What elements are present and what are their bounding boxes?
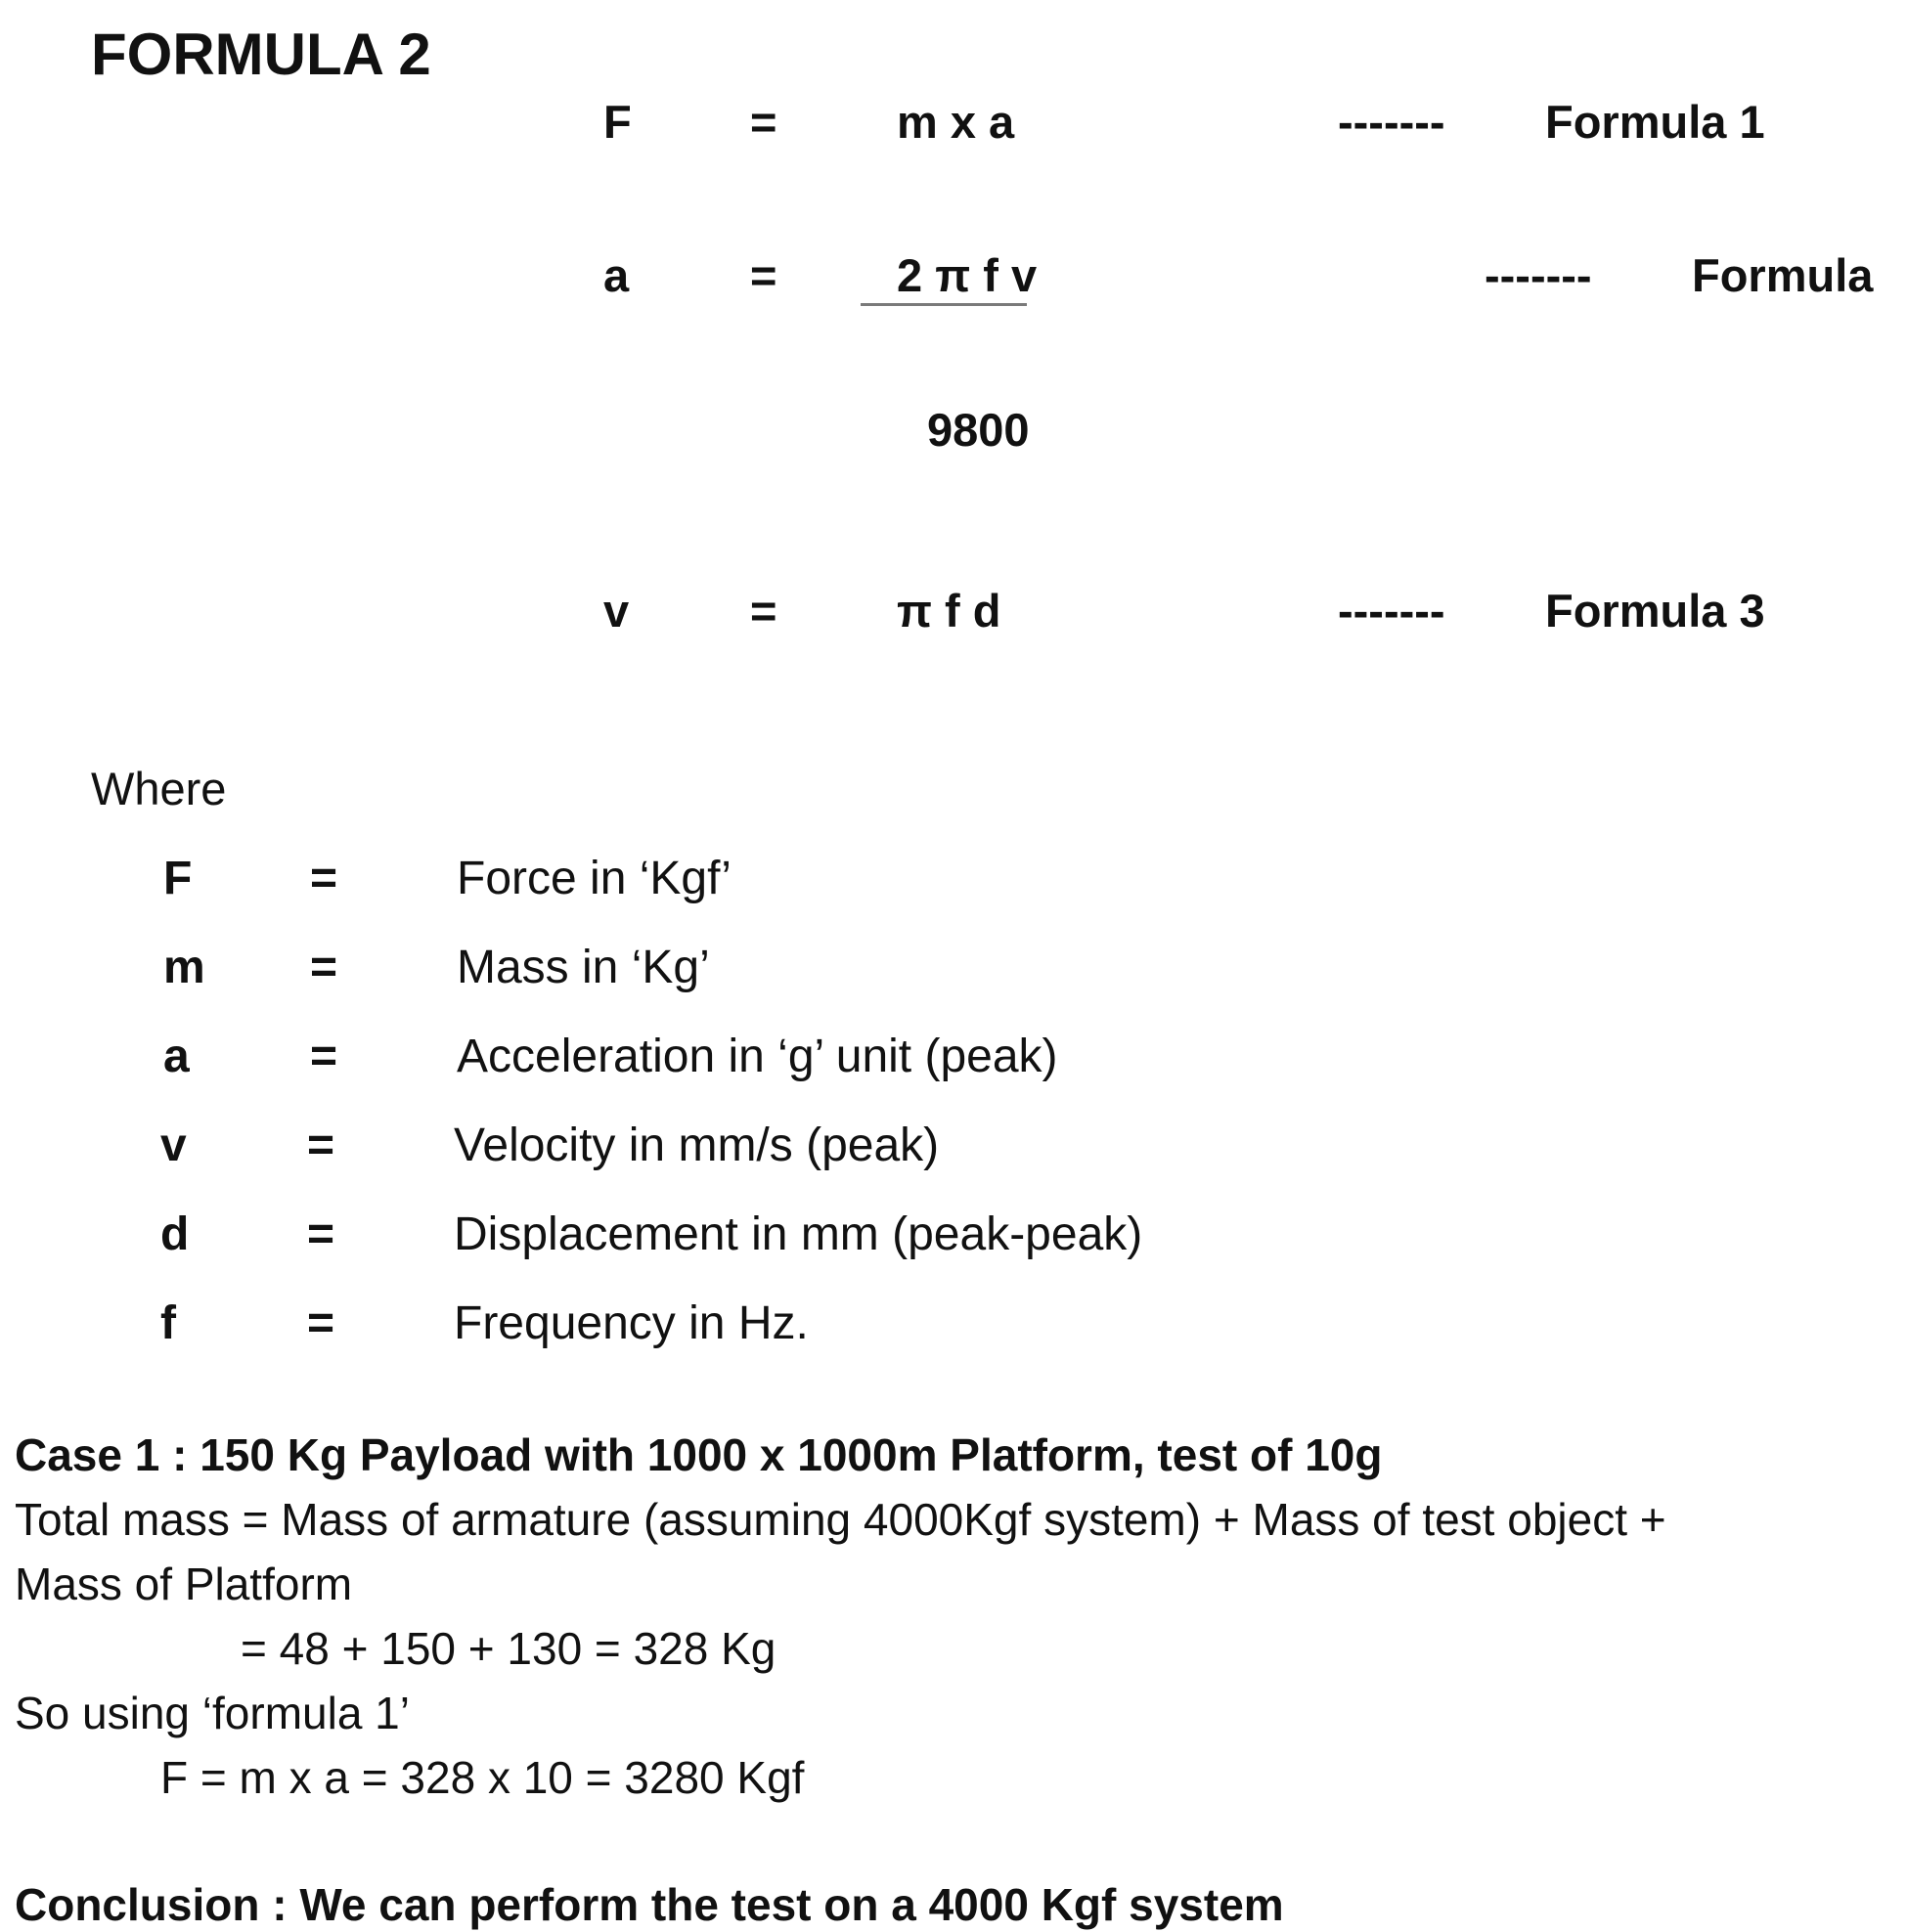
def-equals: = [307, 1208, 335, 1260]
def-description: Mass in ‘Kg’ [457, 942, 710, 993]
formula-2-dashes: ------- [1485, 249, 1592, 301]
where-label: Where [91, 763, 227, 814]
formula-2-label: Formula [1692, 249, 1874, 301]
case-force-calculation: F = m x a = 328 x 10 = 3280 Kgf [160, 1752, 805, 1803]
def-symbol: v [160, 1120, 187, 1171]
def-equals: = [310, 853, 338, 904]
def-symbol: f [160, 1297, 176, 1349]
case-heading: Case 1 : 150 Kg Payload with 1000 x 1000m Platform, test of 10g [15, 1429, 1383, 1480]
formula-3-rhs: π f d [897, 585, 1001, 637]
def-description: Acceleration in ‘g’ unit (peak) [457, 1031, 1058, 1082]
def-equals: = [307, 1120, 335, 1171]
def-symbol: d [160, 1208, 190, 1260]
formula-1-dashes: ------- [1338, 96, 1445, 148]
formula-3-dashes: ------- [1338, 585, 1445, 637]
def-description: Displacement in mm (peak-peak) [454, 1208, 1143, 1260]
formula-2-lhs: a [603, 249, 630, 301]
def-symbol: F [163, 853, 193, 904]
def-description: Velocity in mm/s (peak) [454, 1120, 940, 1171]
formula-3-lhs: v [603, 585, 630, 637]
def-symbol: m [163, 942, 205, 993]
formula-1-label: Formula 1 [1545, 96, 1765, 148]
def-equals: = [310, 942, 338, 993]
formula-3-equals: = [750, 585, 777, 637]
formula-2-numerator: 2 π f v [897, 249, 1038, 301]
def-description: Frequency in Hz. [454, 1297, 809, 1349]
page-title: FORMULA 2 [91, 22, 431, 87]
fraction-bar [861, 303, 1027, 306]
case-mass-calculation: = 48 + 150 + 130 = 328 Kg [241, 1623, 776, 1674]
case-total-mass-line-2: Mass of Platform [15, 1559, 353, 1609]
def-description: Force in ‘Kgf’ [457, 853, 732, 904]
formula-3-label: Formula 3 [1545, 585, 1765, 637]
formula-2-equals: = [750, 249, 777, 301]
formula-1-lhs: F [603, 96, 632, 148]
def-symbol: a [163, 1031, 190, 1082]
formula-2-denominator: 9800 [927, 404, 1030, 456]
formula-1-rhs: m x a [897, 96, 1015, 148]
formula-1-equals: = [750, 96, 777, 148]
def-equals: = [310, 1031, 338, 1082]
case-total-mass-line-1: Total mass = Mass of armature (assuming 4000Kgf system) + Mass of test object + [15, 1494, 1666, 1545]
case-using-formula: So using ‘formula 1’ [15, 1688, 410, 1738]
def-equals: = [307, 1297, 335, 1349]
conclusion: Conclusion : We can perform the test on a 4000 Kgf system [15, 1879, 1284, 1930]
